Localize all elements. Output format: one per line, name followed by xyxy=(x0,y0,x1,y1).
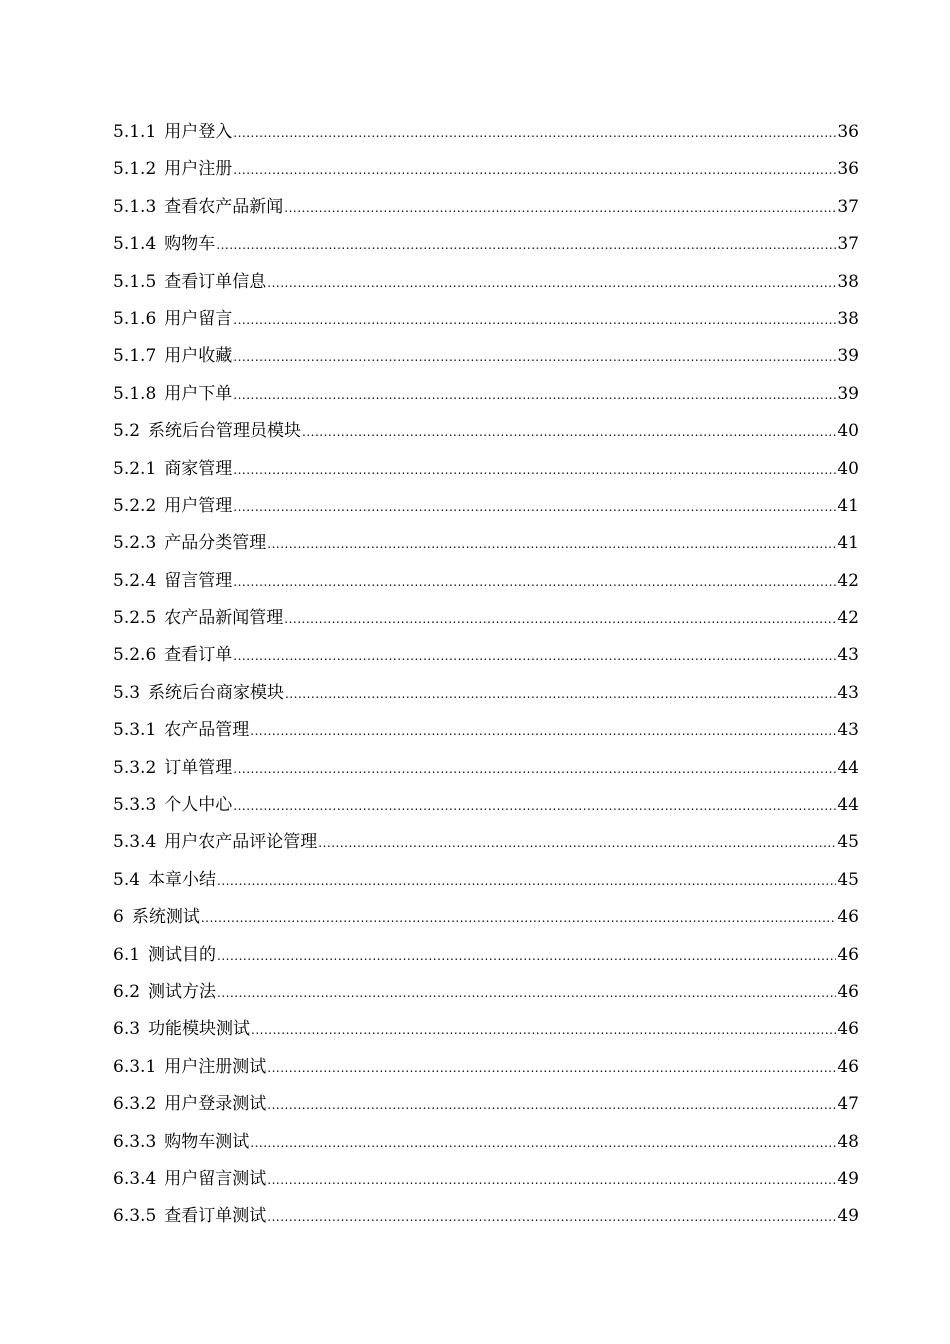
toc-entry-title: 农产品管理 xyxy=(164,720,250,741)
toc-dot-leader xyxy=(284,190,836,227)
toc-entry[interactable] xyxy=(113,413,859,450)
toc-entry-title: 购物车测试 xyxy=(164,1131,250,1152)
toc-entry-number: 6 xyxy=(113,907,124,928)
toc-entry-page-number: 47 xyxy=(837,1094,859,1115)
toc-entry-number: 5.1.1 xyxy=(113,122,157,142)
toc-entry[interactable] xyxy=(113,338,859,375)
toc-entry-number: 5.1.5 xyxy=(113,271,157,292)
toc-entry-title: 用户留言 xyxy=(164,308,233,329)
toc-entry[interactable] xyxy=(113,899,859,936)
toc-entry-number: 5.3.1 xyxy=(113,720,157,741)
toc-entry[interactable] xyxy=(113,637,859,674)
toc-entry-title: 测试方法 xyxy=(148,981,217,1002)
toc-dot-leader xyxy=(233,489,836,526)
toc-dot-leader xyxy=(267,1087,836,1124)
toc-entry-page-number: 38 xyxy=(837,308,859,329)
toc-dot-leader xyxy=(284,601,836,638)
toc-entry-title: 用户注册测试 xyxy=(164,1056,267,1077)
toc-entry-number: 6.1 xyxy=(113,944,141,965)
toc-entry-page-number: 46 xyxy=(837,907,859,928)
toc-entry[interactable] xyxy=(113,151,859,188)
toc-entry-title: 购物车 xyxy=(164,234,216,255)
toc-dot-leader xyxy=(250,713,836,750)
toc-entry-number: 5.2.6 xyxy=(113,645,157,666)
toc-entry[interactable] xyxy=(113,114,859,151)
toc-entry-number: 5.3.2 xyxy=(113,757,157,778)
toc-dot-leader xyxy=(233,452,836,489)
toc-dot-leader xyxy=(233,564,836,601)
toc-entry-title: 农产品新闻管理 xyxy=(164,608,284,629)
toc-entry[interactable] xyxy=(113,1198,859,1235)
toc-entry-page-number: 39 xyxy=(837,383,859,404)
toc-entry-page-number: 41 xyxy=(837,533,859,554)
toc-entry-page-number: 46 xyxy=(837,1056,859,1077)
toc-entry-page-number: 40 xyxy=(837,421,859,442)
toc-entry[interactable] xyxy=(113,1124,859,1161)
toc-dot-leader xyxy=(216,227,836,264)
toc-entry-page-number: 46 xyxy=(837,944,859,965)
toc-entry[interactable] xyxy=(113,226,859,263)
toc-entry-title: 用户收藏 xyxy=(164,346,233,367)
toc-entry[interactable] xyxy=(113,525,859,562)
toc-entry-title: 用户注册 xyxy=(164,159,233,180)
toc-dot-leader xyxy=(233,377,836,414)
toc-dot-leader xyxy=(233,751,836,788)
toc-entry-title: 查看订单信息 xyxy=(164,271,267,292)
toc-entry-page-number: 36 xyxy=(837,159,859,180)
toc-entry-title: 查看订单 xyxy=(164,645,233,666)
toc-entry[interactable] xyxy=(113,488,859,525)
toc-entry-page-number: 40 xyxy=(837,458,859,479)
toc-entry-title: 用户留言测试 xyxy=(164,1168,267,1189)
toc-entry-title: 系统测试 xyxy=(131,907,200,928)
toc-dot-leader xyxy=(233,115,836,152)
toc-entry[interactable] xyxy=(113,1086,859,1123)
toc-dot-leader xyxy=(267,1050,836,1087)
toc-entry-title: 商家管理 xyxy=(164,458,233,479)
toc-entry-number: 6.3.4 xyxy=(113,1168,157,1189)
toc-entry-number: 6.3.2 xyxy=(113,1094,157,1115)
toc-entry-number: 5.2.1 xyxy=(113,458,157,479)
toc-entry[interactable] xyxy=(113,712,859,749)
toc-entry-number: 5.2.3 xyxy=(113,533,157,554)
toc-entry-page-number: 46 xyxy=(837,1019,859,1040)
toc-dot-leader xyxy=(217,938,836,975)
toc-dot-leader xyxy=(267,1199,836,1236)
toc-entry-title: 本章小结 xyxy=(148,869,217,890)
toc-entry-page-number: 45 xyxy=(837,869,859,890)
toc-dot-leader xyxy=(251,1012,836,1049)
toc-entry-page-number: 43 xyxy=(837,682,859,703)
toc-dot-leader xyxy=(233,339,836,376)
toc-dot-leader xyxy=(233,302,836,339)
toc-dot-leader xyxy=(201,900,837,937)
toc-entry[interactable] xyxy=(113,1161,859,1198)
toc-entry-number: 6.3.1 xyxy=(113,1056,157,1077)
toc-entry-number: 6.2 xyxy=(113,981,141,1002)
toc-entry-number: 6.3 xyxy=(113,1019,141,1040)
toc-entry[interactable] xyxy=(113,824,859,861)
toc-entry[interactable] xyxy=(113,787,859,824)
toc-entry-title: 用户下单 xyxy=(164,383,233,404)
toc-entry-page-number: 46 xyxy=(837,981,859,1002)
toc-entry[interactable] xyxy=(113,189,859,226)
toc-dot-leader xyxy=(250,1125,836,1162)
toc-entry-number: 5.3.3 xyxy=(113,795,157,816)
toc-dot-leader xyxy=(217,863,836,900)
toc-entry[interactable] xyxy=(113,675,859,712)
toc-entry-title: 测试目的 xyxy=(148,944,217,965)
toc-entry-page-number: 43 xyxy=(837,720,859,741)
toc-dot-leader xyxy=(217,975,836,1012)
toc-entry-page-number: 42 xyxy=(837,570,859,591)
toc-entry-title: 系统后台商家模块 xyxy=(148,682,285,703)
toc-entry-page-number: 36 xyxy=(837,122,859,142)
toc-dot-leader xyxy=(285,676,836,713)
toc-entry[interactable] xyxy=(113,264,859,301)
toc-entry-title: 用户登录测试 xyxy=(164,1094,267,1115)
toc-entry[interactable] xyxy=(113,600,859,637)
toc-dot-leader xyxy=(233,638,836,675)
toc-entry[interactable] xyxy=(113,1011,859,1048)
toc-entry-number: 5.2 xyxy=(113,421,141,442)
toc-entry-number: 5.3.4 xyxy=(113,832,157,853)
toc-entry-number: 5.2.4 xyxy=(113,570,157,591)
toc-entry-number: 5.1.7 xyxy=(113,346,157,367)
toc-entry-title: 系统后台管理员模块 xyxy=(148,421,302,442)
toc-entry[interactable] xyxy=(113,750,859,787)
toc-entry-title: 查看订单测试 xyxy=(164,1206,267,1227)
toc-entry-page-number: 45 xyxy=(837,832,859,853)
toc-entry[interactable] xyxy=(113,974,859,1011)
toc-entry-title: 留言管理 xyxy=(164,570,233,591)
toc-entry[interactable] xyxy=(113,301,859,338)
toc-entry-title: 个人中心 xyxy=(164,795,233,816)
toc-dot-leader xyxy=(267,1162,836,1199)
toc-entry-title: 订单管理 xyxy=(164,757,233,778)
toc-entry-page-number: 44 xyxy=(837,757,859,778)
table-of-contents xyxy=(113,114,859,1236)
toc-entry-page-number: 48 xyxy=(837,1131,859,1152)
toc-entry-number: 5.1.3 xyxy=(113,196,157,217)
toc-entry-number: 5.2.2 xyxy=(113,495,157,516)
toc-entry-number: 5.1.4 xyxy=(113,234,157,255)
toc-entry-number: 5.3 xyxy=(113,682,141,703)
toc-entry-page-number: 42 xyxy=(837,608,859,629)
toc-entry-number: 6.3.5 xyxy=(113,1206,157,1227)
toc-entry-page-number: 43 xyxy=(837,645,859,666)
toc-entry-title: 产品分类管理 xyxy=(164,533,267,554)
toc-dot-leader xyxy=(233,788,836,825)
toc-entry[interactable] xyxy=(113,862,859,899)
toc-entry-page-number: 39 xyxy=(837,346,859,367)
toc-entry-title: 用户登入 xyxy=(164,122,233,142)
toc-entry-number: 5.1.8 xyxy=(113,383,157,404)
toc-entry-page-number: 38 xyxy=(837,271,859,292)
toc-entry[interactable] xyxy=(113,451,859,488)
toc-entry-page-number: 49 xyxy=(837,1206,859,1227)
toc-dot-leader xyxy=(267,526,836,563)
toc-entry-number: 6.3.3 xyxy=(113,1131,157,1152)
toc-entry-title: 查看农产品新闻 xyxy=(164,196,284,217)
toc-entry-page-number: 37 xyxy=(837,196,859,217)
toc-entry-title: 用户管理 xyxy=(164,495,233,516)
toc-entry[interactable] xyxy=(113,376,859,413)
toc-entry[interactable] xyxy=(113,937,859,974)
toc-entry-number: 5.1.2 xyxy=(113,159,157,180)
toc-dot-leader xyxy=(233,152,836,189)
toc-dot-leader xyxy=(318,825,836,862)
toc-entry-title: 用户农产品评论管理 xyxy=(164,832,318,853)
toc-entry-number: 5.2.5 xyxy=(113,608,157,629)
toc-entry-page-number: 49 xyxy=(837,1168,859,1189)
toc-dot-leader xyxy=(267,265,836,302)
toc-entry-page-number: 41 xyxy=(837,495,859,516)
toc-dot-leader xyxy=(302,414,836,451)
toc-entry[interactable] xyxy=(113,563,859,600)
toc-entry-title: 功能模块测试 xyxy=(148,1019,251,1040)
toc-entry-page-number: 44 xyxy=(837,795,859,816)
toc-entry-page-number: 37 xyxy=(837,234,859,255)
toc-entry-number: 5.4 xyxy=(113,869,141,890)
toc-entry-number: 5.1.6 xyxy=(113,308,157,329)
toc-entry[interactable] xyxy=(113,1049,859,1086)
